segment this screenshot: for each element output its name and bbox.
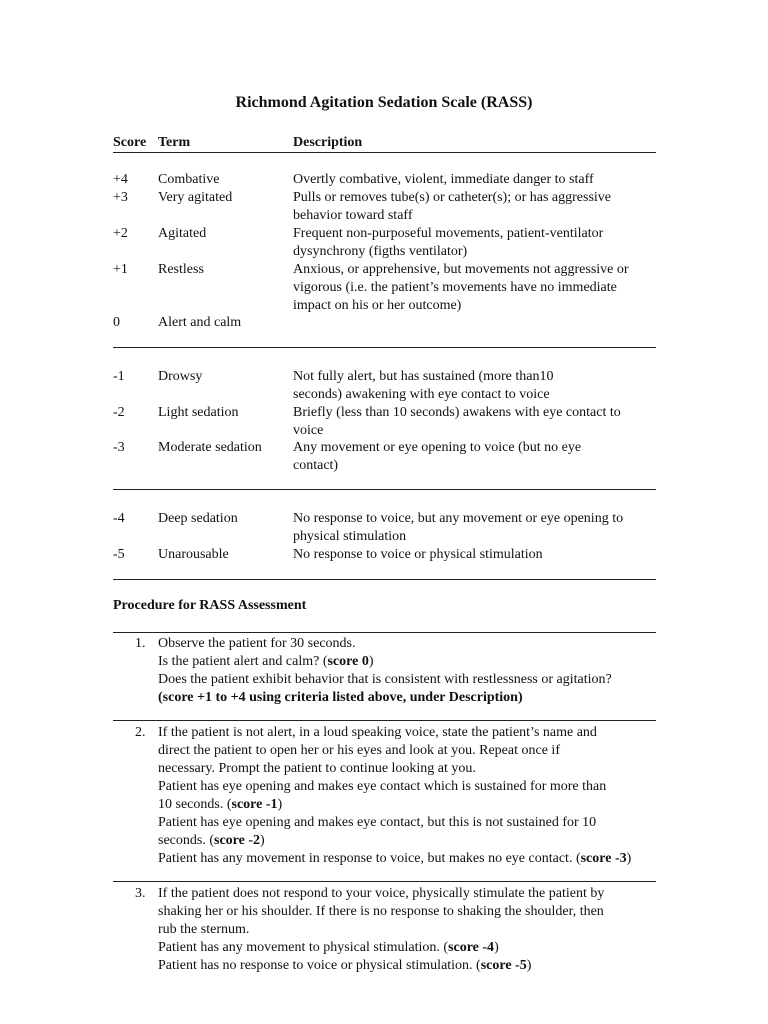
row-description: No response to voice, but any movement or eye opening to physical stimulation bbox=[293, 511, 624, 544]
section-rule bbox=[113, 579, 656, 580]
section-rule bbox=[113, 347, 656, 348]
row-score: -5 bbox=[113, 547, 125, 562]
row-score: -3 bbox=[113, 440, 125, 455]
header-score: Score bbox=[113, 135, 147, 150]
row-description: Not fully alert, but has sustained (more than10 seconds) awakening with eye contact to voice bbox=[293, 369, 554, 402]
row-term: Deep sedation bbox=[158, 511, 238, 526]
procedure-step-3: If the patient does not respond to your voice, physically stimulate the patient by shaking her or his shoulder. If there is no response to shaking the shoulder, then rub the sternum. Patient has any movement to physical stimulation. (score -4) Patient has no response to voice or physical stimulation. (score -5) bbox=[158, 886, 605, 973]
step-number: 1. bbox=[135, 636, 146, 651]
row-description: Pulls or removes tube(s) or catheter(s); or has aggressive behavior toward staff bbox=[293, 190, 612, 223]
row-score: +1 bbox=[113, 262, 128, 277]
step-rule bbox=[113, 632, 656, 633]
row-score: -4 bbox=[113, 511, 125, 526]
step-rule bbox=[113, 881, 656, 882]
row-term: Light sedation bbox=[158, 405, 239, 420]
row-term: Combative bbox=[158, 172, 220, 187]
procedure-title: Procedure for RASS Assessment bbox=[113, 598, 307, 613]
document-title: Richmond Agitation Sedation Scale (RASS) bbox=[235, 94, 533, 111]
row-score: -2 bbox=[113, 405, 125, 420]
header-description: Description bbox=[293, 135, 363, 150]
row-score: +3 bbox=[113, 190, 128, 205]
row-score: +4 bbox=[113, 172, 128, 187]
row-description: Overtly combative, violent, immediate danger to staff bbox=[293, 172, 594, 187]
row-description: Frequent non-purposeful movements, patient-ventilator dysynchrony (figths ventilator) bbox=[293, 226, 604, 259]
row-score: +2 bbox=[113, 226, 128, 241]
step-rule bbox=[113, 720, 656, 721]
row-description: Anxious, or apprehensive, but movements not aggressive or vigorous (i.e. the patient’s movements have no immediate impact on his or her outcome) bbox=[293, 262, 629, 313]
section-rule bbox=[113, 489, 656, 490]
step-number: 2. bbox=[135, 725, 146, 740]
header-term: Term bbox=[158, 135, 191, 150]
row-description: No response to voice or physical stimulation bbox=[293, 547, 543, 562]
row-term: Agitated bbox=[158, 226, 207, 241]
row-term: Moderate sedation bbox=[158, 440, 262, 455]
row-term: Alert and calm bbox=[158, 315, 242, 330]
row-term: Drowsy bbox=[158, 369, 203, 384]
row-description: Any movement or eye opening to voice (but no eye contact) bbox=[293, 440, 582, 473]
row-description: Briefly (less than 10 seconds) awakens with eye contact to voice bbox=[293, 405, 621, 438]
row-term: Very agitated bbox=[158, 190, 233, 205]
row-term: Unarousable bbox=[158, 547, 229, 562]
row-score: -1 bbox=[113, 369, 125, 384]
procedure-step-1: Observe the patient for 30 seconds. Is the patient alert and calm? (score 0) Does the patient exhibit behavior that is consistent with restlessness or agitation? (score +1 to +4 using criteria listed above, under Description) bbox=[158, 636, 612, 705]
row-score: 0 bbox=[113, 315, 120, 330]
procedure-step-2: If the patient is not alert, in a loud speaking voice, state the patient’s name and direct the patient to open her or his eyes and look at you. Repeat once if necessary. Prompt the patient to continue looking at you. Patient has eye opening and makes eye contact which is sustained for more than 10 seconds. (score -1) Patient has eye opening and makes eye contact, but this is not sustained for 10 seconds. (score -2) Patient has any movement in response to voice, but makes no eye contact. (score -3) bbox=[158, 725, 632, 866]
step-number: 3. bbox=[135, 886, 146, 901]
row-term: Restless bbox=[158, 262, 204, 277]
header-rule bbox=[113, 152, 656, 153]
